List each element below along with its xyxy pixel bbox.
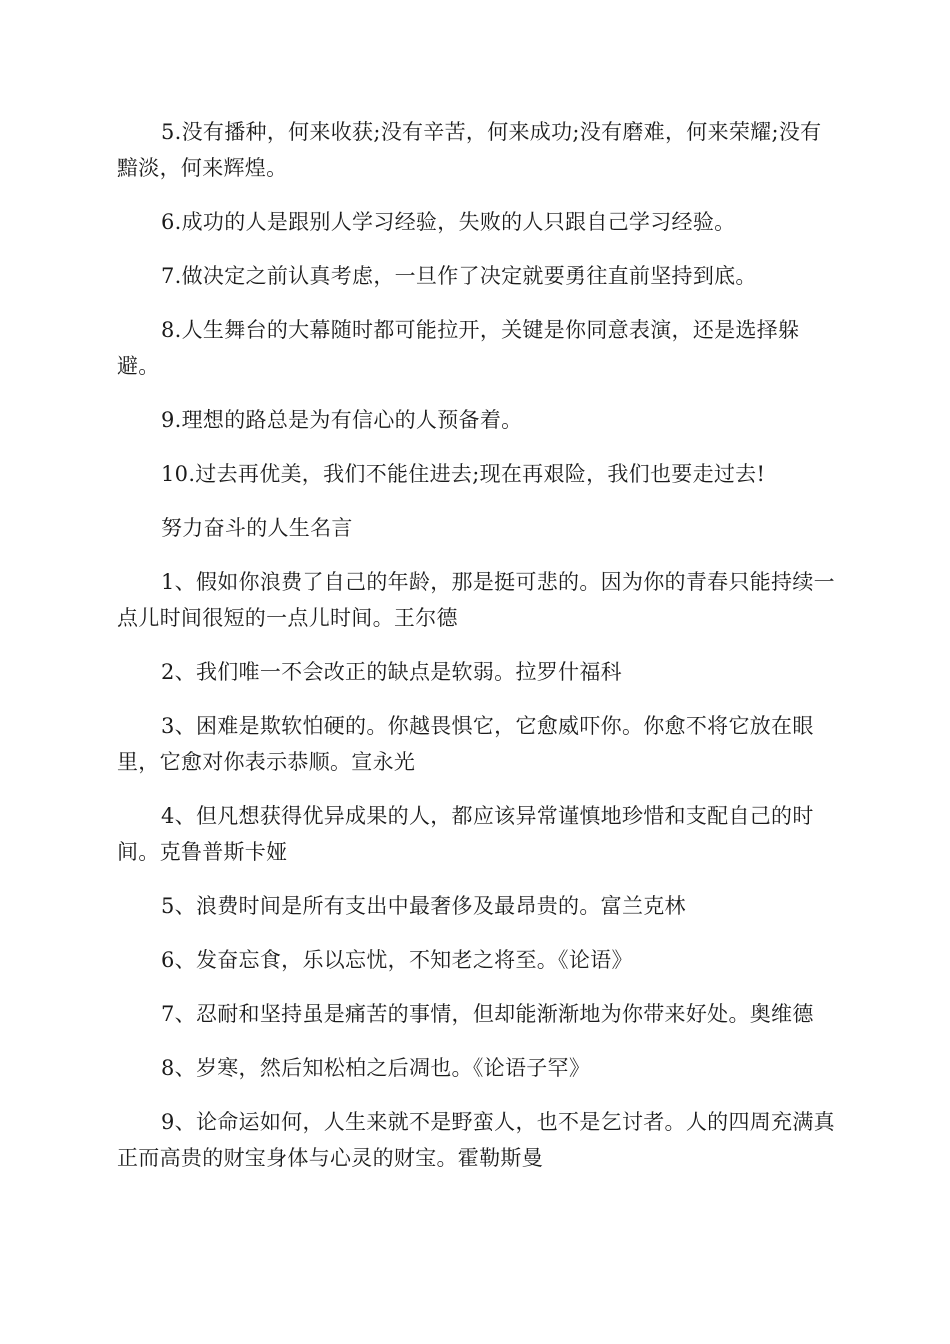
quote-paragraph: 9.理想的路总是为有信心的人预备着。	[161, 408, 523, 432]
quote-paragraph: 5、浪费时间是所有支出中最奢侈及最昂贵的。富兰克林	[161, 894, 686, 918]
section-heading: 努力奋斗的人生名言	[161, 516, 353, 540]
quote-paragraph: 7.做决定之前认真考虑，一旦作了决定就要勇往直前坚持到底。	[161, 264, 757, 288]
quote-paragraph: 7、忍耐和坚持虽是痛苦的事情，但却能渐渐地为你带来好处。奥维德	[161, 1002, 814, 1026]
quote-paragraph: 9、论命运如何，人生来就不是野蛮人，也不是乞讨者。人的四周充满真正而高贵的财宝身体与心灵的财宝。霍勒斯曼	[117, 1110, 835, 1170]
quote-paragraph: 4、但凡想获得优异成果的人，都应该异常谨慎地珍惜和支配自己的时间。克鲁普斯卡娅	[117, 804, 814, 864]
quote-paragraph: 6.成功的人是跟别人学习经验，失败的人只跟自己学习经验。	[161, 210, 736, 234]
quote-paragraph: 1、假如你浪费了自己的年龄，那是挺可悲的。因为你的青春只能持续一点儿时间很短的一点儿时间。王尔德	[117, 570, 835, 630]
quote-paragraph: 3、困难是欺软怕硬的。你越畏惧它，它愈威吓你。你愈不将它放在眼里，它愈对你表示恭顺。宣永光	[117, 714, 814, 774]
quote-paragraph: 6、发奋忘食，乐以忘忧，不知老之将至。《论语》	[161, 948, 633, 972]
quote-paragraph: 2、我们唯一不会改正的缺点是软弱。拉罗什福科	[161, 660, 622, 684]
quote-paragraph: 10.过去再优美，我们不能住进去;现在再艰险，我们也要走过去!	[161, 462, 766, 486]
quote-paragraph: 5.没有播种，何来收获;没有辛苦，何来成功;没有磨难，何来荣耀;没有黯淡，何来辉煌。	[117, 120, 822, 180]
document-body	[117, 114, 837, 1194]
quote-paragraph: 8.人生舞台的大幕随时都可能拉开，关键是你同意表演，还是选择躲避。	[117, 318, 800, 378]
quote-paragraph: 8、岁寒，然后知松柏之后凋也。《论语子罕》	[161, 1056, 591, 1080]
